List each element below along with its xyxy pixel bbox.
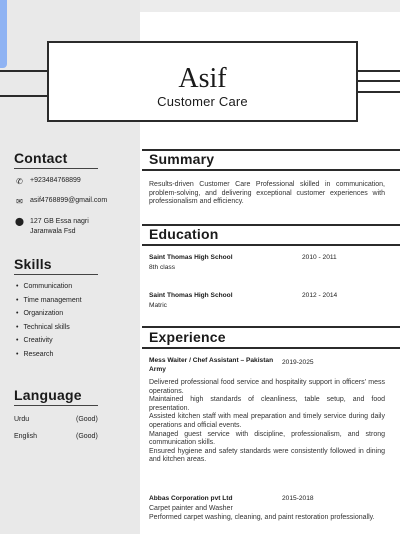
contact-email: asif4768899@gmail.com xyxy=(30,197,108,204)
job-description xyxy=(149,379,385,465)
name-box xyxy=(47,41,358,122)
skills-list xyxy=(16,280,82,362)
contact-rule xyxy=(14,168,98,169)
education-rule-bottom xyxy=(142,244,400,246)
top-stripe xyxy=(140,0,400,12)
summary-text: Results-driven Customer Care Professional skilled in communication, problem-solving, and delivering exceptional customer experiences with professionalism and efficiency. xyxy=(149,181,385,206)
job-description xyxy=(149,505,385,522)
header-line-left-1 xyxy=(0,70,47,72)
contact-address-line1: 127 GB Essa nagri xyxy=(30,218,89,225)
candidate-name: Asif xyxy=(178,63,227,94)
language-level: (Good) xyxy=(76,416,98,423)
education-school: Saint Thomas High School xyxy=(149,292,233,299)
header-line-right-2 xyxy=(358,80,400,82)
skill-item: • Creativity xyxy=(16,334,82,348)
language-level: (Good) xyxy=(76,433,98,440)
language-row xyxy=(14,416,104,423)
contact-email-row xyxy=(14,197,107,206)
job-years: 2019-2025 xyxy=(282,359,314,366)
language-name: English xyxy=(14,433,37,440)
contact-heading: Contact xyxy=(14,150,68,166)
job-duty: Ensured hygiene and safety standards were consistently followed in dining and kitchen areas. xyxy=(149,447,385,464)
contact-phone-row xyxy=(14,177,81,186)
skill-item: • Time management xyxy=(16,294,82,308)
email-icon: ✉ xyxy=(16,197,23,206)
education-heading: Education xyxy=(149,226,219,242)
summary-heading: Summary xyxy=(149,151,215,167)
job-title: Abbas Corporation pvt Ltd xyxy=(149,495,233,502)
summary-rule-bottom xyxy=(142,169,400,171)
contact-phone: +923484768899 xyxy=(30,177,81,184)
job-duty: Delivered professional food service and hospitality support in officers' mess operations. xyxy=(149,379,385,395)
contact-address-row xyxy=(14,217,89,237)
blue-tab xyxy=(0,0,7,68)
header-line-right-1 xyxy=(358,70,400,72)
phone-icon: ✆ xyxy=(16,177,23,186)
candidate-role: Customer Care xyxy=(157,94,248,109)
education-years: 2010 - 2011 xyxy=(302,254,337,261)
skill-item: • Organization xyxy=(16,307,82,321)
language-row xyxy=(14,433,104,440)
contact-address-line2: Jaranwala Fsd xyxy=(30,228,76,235)
location-pin-icon: ⬤ xyxy=(15,217,24,226)
skill-item: • Technical skills xyxy=(16,321,82,335)
experience-rule-top xyxy=(142,326,400,328)
skills-rule xyxy=(14,274,98,275)
job-title: Mess Waiter / Chef Assistant – Pakistan Army xyxy=(149,357,274,373)
job-duty: Assisted kitchen staff with meal preparation and timely service during daily operations and official events. xyxy=(149,413,385,429)
education-class: 8th class xyxy=(149,264,176,271)
skill-item: • Research xyxy=(16,348,82,362)
skills-heading: Skills xyxy=(14,256,52,272)
education-school: Saint Thomas High School xyxy=(149,254,233,261)
language-rule xyxy=(14,405,98,406)
experience-rule-bottom xyxy=(142,347,400,349)
job-duty: Performed carpet washing, cleaning, and paint restoration professionally. xyxy=(149,513,375,521)
header-line-right-3 xyxy=(358,91,400,93)
education-class: Matric xyxy=(149,302,167,309)
job-duty: Carpet painter and Washer xyxy=(149,505,233,512)
job-duty: Managed guest service with discipline, professionalism, and strong communication skills. xyxy=(149,430,385,447)
experience-heading: Experience xyxy=(149,329,226,345)
header-line-left-2 xyxy=(0,95,47,97)
job-years: 2015-2018 xyxy=(282,495,314,502)
language-heading: Language xyxy=(14,387,82,403)
education-years: 2012 - 2014 xyxy=(302,292,338,299)
job-duty: Maintained high standards of cleanliness, table setup, and food presentation. xyxy=(149,396,385,412)
skill-item: • Communication xyxy=(16,280,82,294)
language-name: Urdu xyxy=(14,416,30,423)
